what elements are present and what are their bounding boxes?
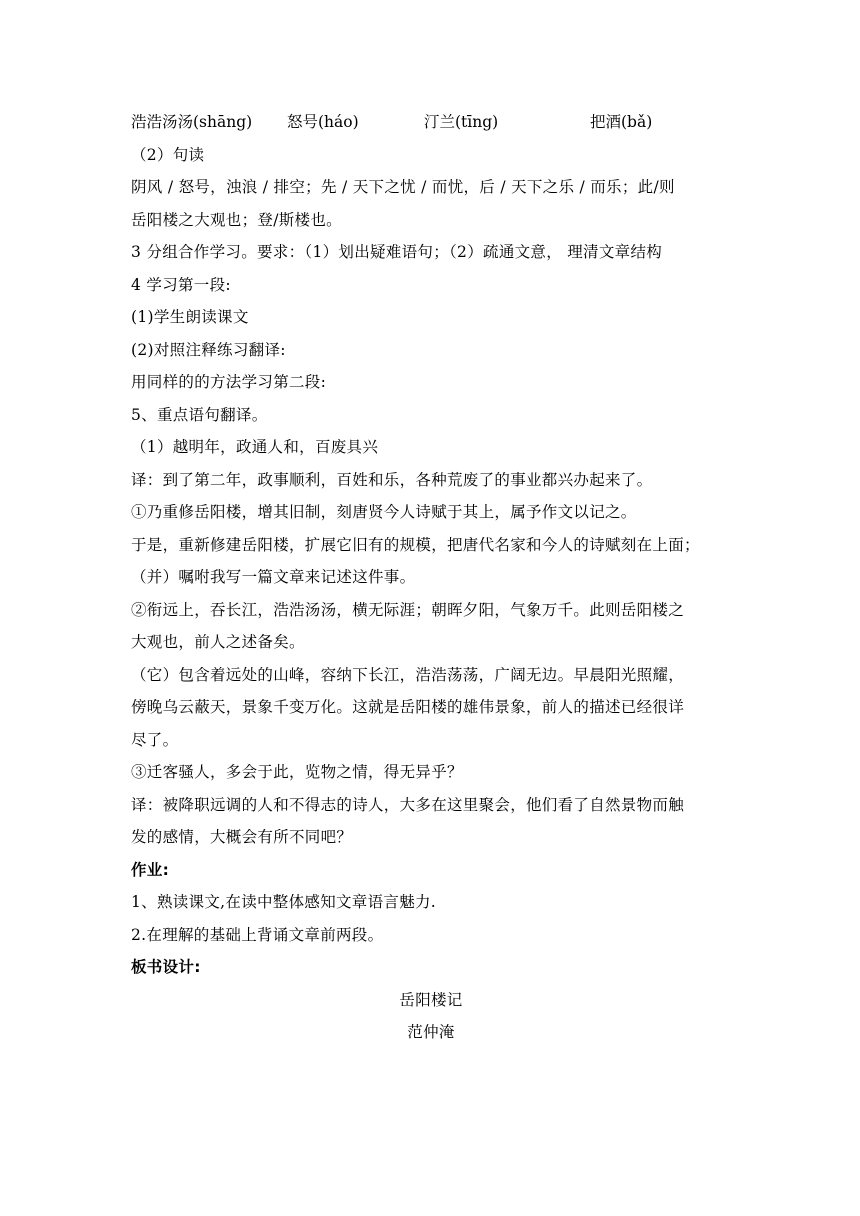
homework-heading: 作业: — [131, 860, 170, 879]
text-line: 4 学习第一段: — [131, 275, 231, 294]
text-line: （它）包含着远处的山峰，容纳下长江，浩浩荡荡，广阔无边。早晨阳光照耀， — [131, 665, 685, 684]
text-line: （2）句读 — [131, 145, 205, 164]
text-line: 用同样的的方法学习第二段: — [131, 373, 327, 391]
text-line: ②衔远上，吞长江，浩浩汤汤，横无际涯；朝晖夕阳，气象万千。此则岳阳楼之 — [131, 600, 685, 619]
text-line: (2)对照注释练习翻译: — [131, 340, 286, 359]
pinyin-item: 把酒(bǎ) — [590, 113, 653, 131]
text-line: 傍晚乌云蔽天，景象千变万化。这就是岳阳楼的雄伟景象，前人的描述已经很详 — [131, 698, 685, 716]
text-line: (1)学生朗读课文 — [131, 308, 249, 326]
text-line: 译：到了第二年，政事顺利，百姓和乐，各种荒废了的事业都兴办起来了。 — [131, 470, 653, 489]
homework-item: 2.在理解的基础上背诵文章前两段。 — [131, 925, 384, 944]
text-line: 尽了。 — [131, 730, 179, 749]
text-line: 5、重点语句翻译。 — [131, 405, 268, 424]
text-line: ③迁客骚人，多会于此，览物之情，得无异乎？ — [131, 763, 463, 781]
homework-item: 1、熟读课文,在读中整体感知文章语言魅力. — [131, 893, 437, 911]
text-line: 发的感情，大概会有所不同吧？ — [131, 828, 353, 846]
text-line: （并）嘱咐我写一篇文章来记述这件事。 — [131, 568, 416, 586]
pinyin-item: 浩浩汤汤(shāng) — [131, 113, 253, 131]
text-line: 阴风 / 怒号，浊浪 / 排空；先 / 天下之忧 / 而忧，后 / 天下之乐 / 而乐；此/则 — [131, 178, 675, 196]
text-line: ①乃重修岳阳楼，增其旧制，刻唐贤今人诗赋于其上，属予作文以记之。 — [131, 503, 637, 521]
text-line: 岳阳楼之大观也；登/斯楼也。 — [131, 210, 342, 229]
text-line: 译：被降职远调的人和不得志的诗人，大多在这里聚会，他们看了自然景物而触 — [131, 795, 685, 814]
board-heading: 板书设计: — [131, 958, 201, 976]
text-line: 3 分组合作学习。要求：（1）划出疑难语句；（2）疏通文意， 理清文章结构 — [131, 243, 663, 261]
pinyin-item: 怒号(háo) — [287, 113, 359, 131]
board-title: 岳阳楼记 — [399, 990, 463, 1009]
document-page — [131, 106, 731, 1049]
text-line: 于是，重新修建岳阳楼，扩展它旧有的规模，把唐代名家和今人的诗赋刻在上面； — [131, 535, 700, 554]
board-author: 范仲淹 — [407, 1023, 455, 1041]
pinyin-item: 汀兰(tīng) — [424, 113, 499, 131]
pinyin-row — [131, 106, 731, 139]
text-line: （1）越明年，政通人和，百废具兴 — [131, 438, 379, 456]
text-line: 大观也，前人之述备矣。 — [131, 633, 305, 651]
